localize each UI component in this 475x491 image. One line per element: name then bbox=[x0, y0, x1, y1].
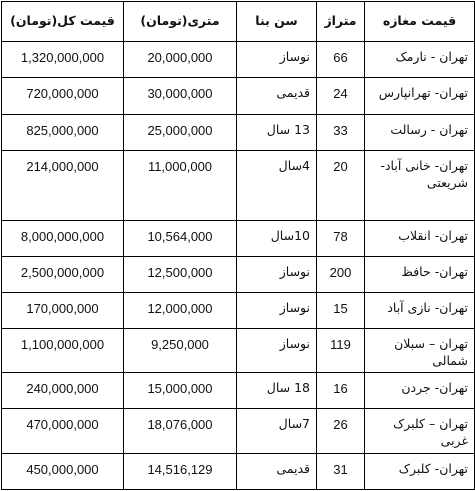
header-shop-price: قیمت مغازه bbox=[365, 2, 475, 42]
table-row bbox=[2, 220, 475, 256]
cell-location: تهران- انقلاب bbox=[365, 220, 475, 256]
cell-area: 66 bbox=[317, 42, 365, 78]
cell-price-per-meter: 9,250,000 bbox=[124, 328, 237, 372]
cell-price-per-meter: 12,000,000 bbox=[124, 292, 237, 328]
cell-price-per-meter: 20,000,000 bbox=[124, 42, 237, 78]
cell-age: 7سال bbox=[237, 409, 317, 453]
cell-area: 33 bbox=[317, 114, 365, 150]
table-row bbox=[2, 292, 475, 328]
cell-area: 15 bbox=[317, 292, 365, 328]
cell-location: تهران- نازی آباد bbox=[365, 292, 475, 328]
cell-age: نوساز bbox=[237, 292, 317, 328]
cell-total-price: 8,000,000,000 bbox=[2, 220, 124, 256]
cell-price-per-meter: 11,000,000 bbox=[124, 150, 237, 220]
table-header-row bbox=[2, 2, 475, 42]
header-building-age: سن بنا bbox=[237, 2, 317, 42]
table-row bbox=[2, 373, 475, 409]
cell-total-price: 1,320,000,000 bbox=[2, 42, 124, 78]
table-row bbox=[2, 114, 475, 150]
cell-location: تهران- خانی آباد- شریعتی bbox=[365, 150, 475, 220]
table-row bbox=[2, 328, 475, 372]
cell-area: 16 bbox=[317, 373, 365, 409]
cell-location: تهران – سبلان شمالی bbox=[365, 328, 475, 372]
cell-age: نوساز bbox=[237, 328, 317, 372]
cell-age: قدیمی bbox=[237, 78, 317, 114]
cell-total-price: 2,500,000,000 bbox=[2, 256, 124, 292]
cell-area: 31 bbox=[317, 453, 365, 489]
table-row bbox=[2, 78, 475, 114]
cell-area: 26 bbox=[317, 409, 365, 453]
cell-price-per-meter: 30,000,000 bbox=[124, 78, 237, 114]
cell-area: 119 bbox=[317, 328, 365, 372]
shop-price-table bbox=[1, 1, 475, 490]
cell-area: 24 bbox=[317, 78, 365, 114]
cell-price-per-meter: 14,516,129 bbox=[124, 453, 237, 489]
cell-age: 4سال bbox=[237, 150, 317, 220]
cell-location: تهران – کلبرک غربی bbox=[365, 409, 475, 453]
cell-price-per-meter: 10,564,000 bbox=[124, 220, 237, 256]
cell-location: تهران - نارمک bbox=[365, 42, 475, 78]
cell-age: نوساز bbox=[237, 42, 317, 78]
cell-total-price: 825,000,000 bbox=[2, 114, 124, 150]
cell-total-price: 450,000,000 bbox=[2, 453, 124, 489]
cell-area: 200 bbox=[317, 256, 365, 292]
table-row bbox=[2, 453, 475, 489]
table-row bbox=[2, 150, 475, 220]
table-row bbox=[2, 409, 475, 453]
cell-total-price: 170,000,000 bbox=[2, 292, 124, 328]
header-price-per-meter: متری(تومان) bbox=[124, 2, 237, 42]
cell-age: قدیمی bbox=[237, 453, 317, 489]
cell-price-per-meter: 15,000,000 bbox=[124, 373, 237, 409]
cell-total-price: 214,000,000 bbox=[2, 150, 124, 220]
cell-age: 18 سال bbox=[237, 373, 317, 409]
cell-area: 78 bbox=[317, 220, 365, 256]
cell-total-price: 1,100,000,000 bbox=[2, 328, 124, 372]
cell-price-per-meter: 25,000,000 bbox=[124, 114, 237, 150]
cell-total-price: 720,000,000 bbox=[2, 78, 124, 114]
cell-location: تهران- حافظ bbox=[365, 256, 475, 292]
cell-price-per-meter: 18,076,000 bbox=[124, 409, 237, 453]
cell-total-price: 470,000,000 bbox=[2, 409, 124, 453]
table-row bbox=[2, 256, 475, 292]
cell-age: نوساز bbox=[237, 256, 317, 292]
cell-location: تهران- جردن bbox=[365, 373, 475, 409]
cell-area: 20 bbox=[317, 150, 365, 220]
cell-location: تهران- کلبرک bbox=[365, 453, 475, 489]
cell-total-price: 240,000,000 bbox=[2, 373, 124, 409]
header-total-price: قیمت کل(تومان) bbox=[2, 2, 124, 42]
table-row bbox=[2, 42, 475, 78]
cell-location: تهران - رسالت bbox=[365, 114, 475, 150]
header-area: متراژ bbox=[317, 2, 365, 42]
cell-location: تهران- تهرانپارس bbox=[365, 78, 475, 114]
cell-price-per-meter: 12,500,000 bbox=[124, 256, 237, 292]
cell-age: 10سال bbox=[237, 220, 317, 256]
cell-age: 13 سال bbox=[237, 114, 317, 150]
